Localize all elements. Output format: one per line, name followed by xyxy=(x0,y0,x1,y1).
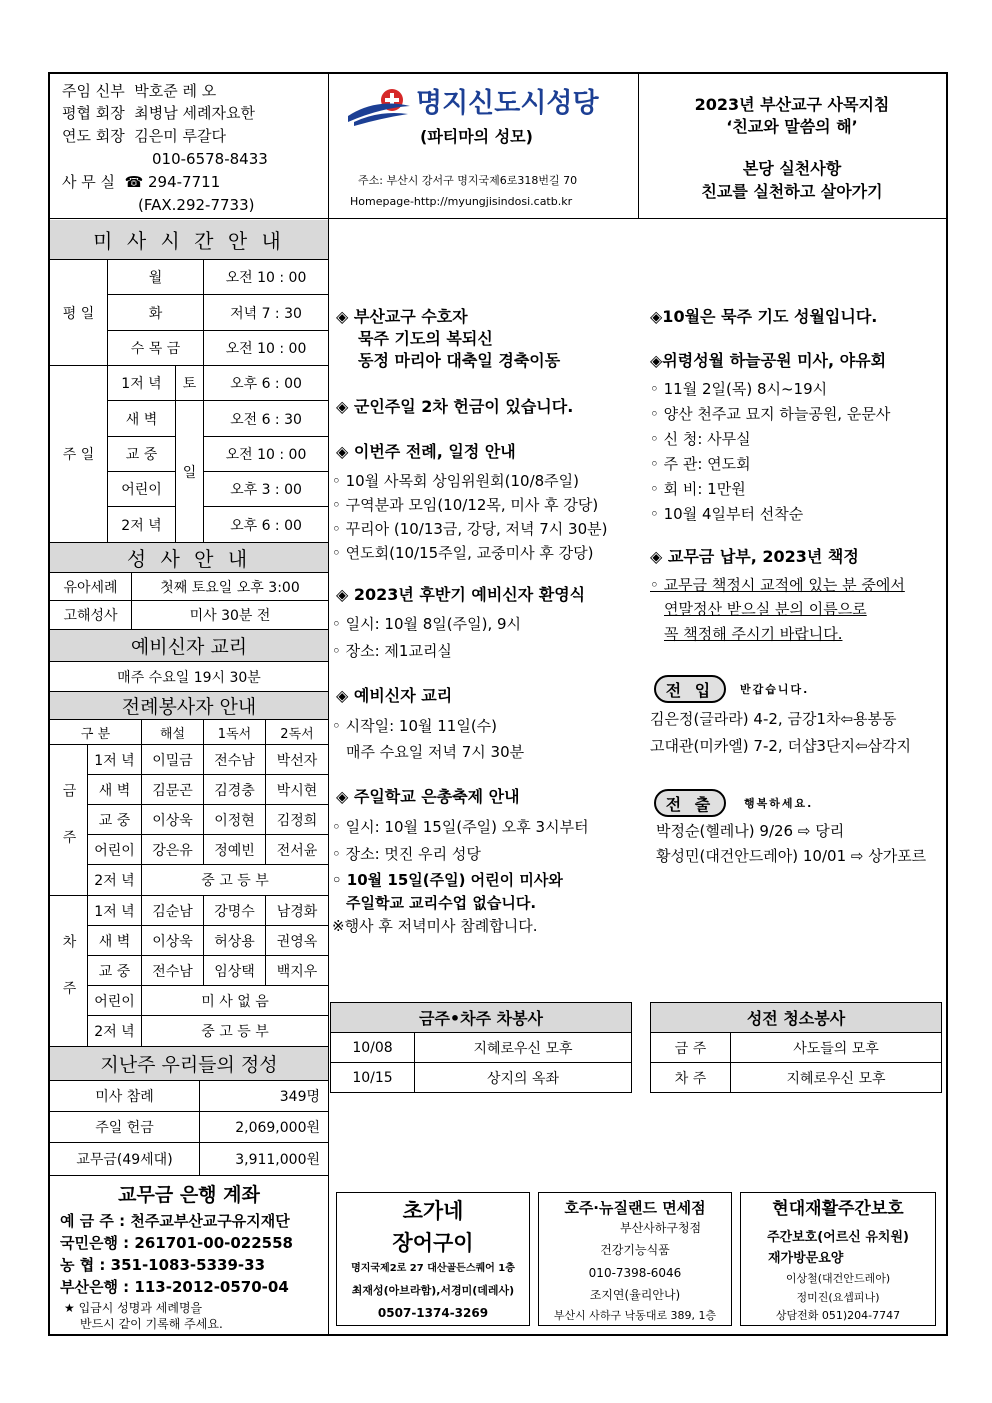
liturgy-mass-name: 어린이 xyxy=(88,986,142,1016)
news-catechism-title: ◈ 예비신자 교리 xyxy=(336,686,453,705)
staff-priest: 주임 신부 박호준 레 오 xyxy=(62,82,217,100)
ad-rehab-name: 현대재활주간보호 xyxy=(772,1199,904,1219)
header-right-divider xyxy=(638,72,639,218)
cleaning-service-group: 사도들의 모후 xyxy=(731,1033,941,1063)
news-schedule-title: ◈ 이번주 전례, 일정 안내 xyxy=(336,442,516,461)
header-divider xyxy=(48,218,948,219)
motto-line-4: 친교를 실천하고 살아가기 xyxy=(701,182,883,201)
news-welcome-title: ◈ 2023년 후반기 예비신자 환영식 xyxy=(336,585,586,604)
sunday-mass-name: 새 벽 xyxy=(108,401,176,437)
motto-line-1: 2023년 부산교구 사목지침 xyxy=(694,95,890,114)
liturgy-col-header: 2독서 xyxy=(266,720,328,745)
news-haneul-item: ◦ 회 비: 1만원 xyxy=(650,480,746,498)
tea-service-title: 금주•차주 차봉사 xyxy=(331,1003,631,1033)
liturgy-title: 전례봉사자 안내 xyxy=(50,692,328,720)
staff-council: 평협 회장 최병남 세례자요한 xyxy=(62,104,255,122)
offering-name: 교무금(49세대) xyxy=(50,1143,200,1176)
sacrament-title: 성 사 안 내 xyxy=(50,543,328,573)
cleaning-service-title: 성전 청소봉사 xyxy=(651,1003,941,1033)
liturgy-reader-2: 권영옥 xyxy=(266,926,328,956)
ad-rehab-service: 재가방문요양 xyxy=(768,1251,844,1266)
staff-yeondo: 연도 회장 김은미 루갈다 xyxy=(62,127,226,145)
ad-rehab-service: 주간보호(어르신 유치원) xyxy=(767,1230,909,1245)
ad-eel-phone: 0507-1374-3269 xyxy=(377,1306,489,1320)
ad-rehab-contact: 정미진(요셉피나) xyxy=(796,1291,880,1304)
bank-line: 예 금 주 : 천주교부산교구유지재단 xyxy=(60,1212,290,1230)
move-out-badge: 전 출 xyxy=(654,789,726,817)
move-out-item: 황성민(대건안드레아) 10/01 ⇨ 상가포르 xyxy=(656,847,927,865)
sunday-day-label: 일 xyxy=(176,401,204,543)
liturgy-next-week-label: 차 주 xyxy=(50,896,88,1047)
news-schedule-item: ◦ 10월 사목회 상임위원회(10/8주일) xyxy=(332,472,580,490)
news-festival-title: ◈ 주일학교 은총축제 안내 xyxy=(336,787,520,806)
church-homepage[interactable]: Homepage-http://myungjisindosi.catb.kr xyxy=(350,195,573,208)
offering-name: 주일 헌금 xyxy=(50,1112,200,1143)
news-patron-line: 묵주 기도의 복되신 xyxy=(358,329,493,348)
liturgy-merged-cell: 미 사 없 음 xyxy=(142,986,328,1016)
weekday-label: 평 일 xyxy=(50,260,108,366)
weekday-time: 오전 10 : 00 xyxy=(204,331,328,366)
news-rosary-month: ◈10월은 묵주 기도 성월입니다. xyxy=(650,307,878,326)
liturgy-mass-name: 1저 녁 xyxy=(88,896,142,926)
weekday-time: 저녁 7 : 30 xyxy=(204,295,328,331)
news-welcome-item: ◦ 일시: 10월 8일(주일), 9시 xyxy=(332,615,522,633)
sunday-mass-name: 교 중 xyxy=(108,437,176,472)
liturgy-col-header: 1독서 xyxy=(204,720,266,745)
news-military-offering: ◈ 군인주일 2차 헌금이 있습니다. xyxy=(336,397,574,416)
news-festival-item: ◦ 장소: 멋진 우리 성당 xyxy=(332,845,481,863)
liturgy-commentator: 강은유 xyxy=(142,835,204,865)
news-haneul-item: ◦ 신 청: 사무실 xyxy=(650,430,751,448)
ad-dutyfree-phone: 010-7398-6046 xyxy=(588,1266,682,1280)
ad-eel-name: 초가네 xyxy=(402,1199,464,1223)
liturgy-mass-name: 1저 녁 xyxy=(88,745,142,775)
sunday-mass-name: 1저 녁 xyxy=(108,366,176,401)
catechumen-value: 매주 수요일 19시 30분 xyxy=(50,662,328,692)
saturday-label: 토 xyxy=(176,366,204,401)
weekday-day: 수 목 금 xyxy=(108,331,204,366)
sacrament-name: 고해성사 xyxy=(50,601,132,630)
offering-value: 2,069,000원 xyxy=(200,1112,328,1143)
sunday-mass-name: 2저 녁 xyxy=(108,507,176,543)
news-dues-item: 연말정산 받으실 분의 이름으로 xyxy=(664,600,867,618)
liturgy-reader-2: 백지우 xyxy=(266,956,328,986)
liturgy-commentator: 김순남 xyxy=(142,896,204,926)
bank-line: 국민은행 : 261701-00-022558 xyxy=(60,1234,293,1252)
offering-title: 지난주 우리들의 정성 xyxy=(50,1047,328,1081)
ad-dutyfree-address: 부산시 사하구 낙동대로 389, 1층 xyxy=(553,1309,717,1322)
motto-line-2: ‘친교와 말씀의 해’ xyxy=(726,117,858,136)
news-festival-bold: ◦ 10월 15일(주일) 어린이 미사와 xyxy=(332,871,563,889)
liturgy-col-header: 구 분 xyxy=(50,720,142,745)
motto-line-3: 본당 실천사항 xyxy=(742,159,842,178)
tea-service-group: 상지의 옥좌 xyxy=(486,1070,560,1087)
church-subtitle: (파티마의 성모) xyxy=(420,127,533,146)
liturgy-reader-2: 남경화 xyxy=(266,896,328,926)
bank-line: 부산은행 : 113-2012-0570-04 xyxy=(60,1278,289,1296)
liturgy-reader-1: 전수남 xyxy=(204,745,266,775)
church-address: 주소: 부산시 강서구 명지국제6로318번길 70 xyxy=(358,174,578,187)
weekday-day: 화 xyxy=(108,295,204,331)
office-fax: (FAX.292-7733) xyxy=(138,196,255,214)
move-out-item: 박정순(헬레나) 9/26 ⇨ 당리 xyxy=(656,822,845,840)
liturgy-reader-2: 김정희 xyxy=(266,805,328,835)
news-dues-item: ◦ 교무금 책정시 교적에 있는 분 중에서 xyxy=(650,576,905,594)
news-patron-line: 동정 마리아 대축일 경축이동 xyxy=(358,351,561,370)
news-catechism-item: 매주 수요일 저녁 7시 30분 xyxy=(346,743,525,761)
church-logo-icon xyxy=(346,86,412,126)
liturgy-mass-name: 어린이 xyxy=(88,835,142,865)
yeondo-phone: 010-6578-8433 xyxy=(152,150,268,168)
liturgy-reader-1: 정예빈 xyxy=(204,835,266,865)
ad-dutyfree-branch: 부산사하구청점 xyxy=(620,1221,702,1235)
news-festival-bold: 주일학교 교리수업 없습니다. xyxy=(346,894,537,912)
liturgy-reader-1: 강명수 xyxy=(204,896,266,926)
news-dues-item: 꼭 책정해 주시기 바랍니다. xyxy=(664,625,843,643)
sacrament-name: 유아세례 xyxy=(50,573,132,601)
ad-rehab-contact: 이상철(대건안드레아) xyxy=(785,1272,891,1285)
offering-name: 미사 참례 xyxy=(50,1081,200,1112)
column-divider xyxy=(328,72,329,1336)
sunday-mass-time: 오후 6 : 00 xyxy=(204,366,328,401)
liturgy-merged-cell: 중 고 등 부 xyxy=(142,865,328,896)
move-in-item: 고대관(미카엘) 7-2, 더샵3단지⇦삼각지 xyxy=(650,737,911,755)
news-haneul-title: ◈위령성월 하늘공원 미사, 야유회 xyxy=(650,351,887,370)
news-schedule-item: ◦ 꾸리아 (10/13금, 강당, 저녁 7시 30분) xyxy=(332,520,608,538)
liturgy-commentator: 전수남 xyxy=(142,956,204,986)
cleaning-service-group: 지혜로우신 모후 xyxy=(786,1070,886,1087)
offering-value: 349명 xyxy=(200,1081,328,1112)
bank-note: 반드시 같이 기록해 주세요. xyxy=(80,1317,223,1331)
ad-eel-name: 장어구이 xyxy=(392,1231,474,1255)
cleaning-service-week: 금 주 xyxy=(651,1033,731,1063)
liturgy-mass-name: 새 벽 xyxy=(88,775,142,805)
move-in-badge: 전 입 xyxy=(654,675,726,703)
news-welcome-item: ◦ 장소: 제1교리실 xyxy=(332,642,452,660)
offering-value: 3,911,000원 xyxy=(200,1143,328,1176)
news-haneul-item: ◦ 10월 4일부터 선착순 xyxy=(650,505,804,523)
ad-dutyfree-item: 건강기능식품 xyxy=(600,1243,670,1257)
bank-note: ★ 입금시 성명과 세례명을 xyxy=(64,1301,203,1315)
liturgy-mass-name: 교 중 xyxy=(88,805,142,835)
news-dues-title: ◈ 교무금 납부, 2023년 책정 xyxy=(650,547,859,566)
tea-service-date: 10/15 xyxy=(331,1063,415,1092)
news-patron-line: ◈ 부산교구 수호자 xyxy=(336,307,468,326)
move-in-item: 김은정(글라라) 4-2, 금강1차⇦용봉동 xyxy=(650,710,897,728)
tea-service-date: 10/08 xyxy=(331,1033,415,1063)
sunday-label: 주 일 xyxy=(50,366,108,543)
sunday-mass-time: 오후 6 : 00 xyxy=(204,507,328,543)
liturgy-merged-cell: 중 고 등 부 xyxy=(142,1016,328,1047)
move-out-message: 행복하세요. xyxy=(744,797,814,810)
liturgy-reader-1: 김경충 xyxy=(204,775,266,805)
news-catechism-item: ◦ 시작일: 10월 11일(수) xyxy=(332,717,498,735)
news-schedule-item: ◦ 구역분과 모임(10/12목, 미사 후 강당) xyxy=(332,496,599,514)
move-in-message: 반갑습니다. xyxy=(740,683,810,696)
news-schedule-item: ◦ 연도회(10/15주일, 교중미사 후 강당) xyxy=(332,544,594,562)
bank-line: 농 협 : 351-1083-5339-33 xyxy=(60,1256,266,1274)
bank-title: 교무금 은행 계좌 xyxy=(118,1184,260,1206)
mass-title: 미 사 시 간 안 내 xyxy=(50,220,328,260)
ad-dutyfree-name: 호주·뉴질랜드 면세점 xyxy=(564,1199,706,1217)
weekday-time: 오전 10 : 00 xyxy=(204,260,328,295)
cleaning-service-week: 차 주 xyxy=(651,1063,731,1092)
liturgy-this-week-label: 금 주 xyxy=(50,745,88,896)
liturgy-reader-1: 이정현 xyxy=(204,805,266,835)
catechumen-title: 예비신자 교리 xyxy=(50,630,328,662)
news-festival-note: ※행사 후 저녁미사 참례합니다. xyxy=(332,917,538,935)
sunday-mass-time: 오전 6 : 30 xyxy=(204,401,328,437)
sunday-mass-time: 오후 3 : 00 xyxy=(204,472,328,507)
ad-eel-owner: 최재성(아브라함),서경미(데레사) xyxy=(351,1284,515,1297)
liturgy-mass-name: 2저 녁 xyxy=(88,865,142,896)
sunday-mass-time: 오전 10 : 00 xyxy=(204,437,328,472)
church-name: 명지신도시성당 xyxy=(416,88,599,119)
sacrament-value: 첫째 토요일 오후 3:00 xyxy=(132,573,328,601)
sacrament-value: 미사 30분 전 xyxy=(132,601,328,630)
news-haneul-item: ◦ 11월 2일(목) 8시~19시 xyxy=(650,380,828,398)
news-haneul-item: ◦ 양산 천주교 묘지 하늘공원, 운문사 xyxy=(650,405,891,423)
liturgy-reader-2: 박선자 xyxy=(266,745,328,775)
liturgy-commentator: 이상욱 xyxy=(142,926,204,956)
news-festival-item: ◦ 일시: 10월 15일(주일) 오후 3시부터 xyxy=(332,818,589,836)
ad-dutyfree-owner: 조지연(율리안나) xyxy=(589,1288,681,1302)
liturgy-mass-name: 교 중 xyxy=(88,956,142,986)
liturgy-reader-2: 박시현 xyxy=(266,775,328,805)
tea-service-group: 지혜로우신 모후 xyxy=(415,1033,631,1063)
liturgy-reader-1: 임상택 xyxy=(204,956,266,986)
ad-rehab-phone: 상담전화 051)204-7747 xyxy=(775,1309,901,1322)
liturgy-reader-2: 전서윤 xyxy=(266,835,328,865)
liturgy-commentator: 이상욱 xyxy=(142,805,204,835)
sunday-mass-name: 어린이 xyxy=(108,472,176,507)
liturgy-reader-1: 허상용 xyxy=(204,926,266,956)
ad-eel-address: 명지국제2로 27 대산골든스퀘어 1층 xyxy=(351,1263,515,1274)
liturgy-col-header: 해설 xyxy=(142,720,204,745)
liturgy-commentator: 이밀금 xyxy=(142,745,204,775)
weekday-day: 월 xyxy=(108,260,204,295)
liturgy-mass-name: 2저 녁 xyxy=(88,1016,142,1047)
news-haneul-item: ◦ 주 관: 연도회 xyxy=(650,455,751,473)
liturgy-commentator: 김문곤 xyxy=(142,775,204,805)
office-line: 사 무 실 ☎ 294-7711 xyxy=(62,173,221,191)
liturgy-mass-name: 새 벽 xyxy=(88,926,142,956)
